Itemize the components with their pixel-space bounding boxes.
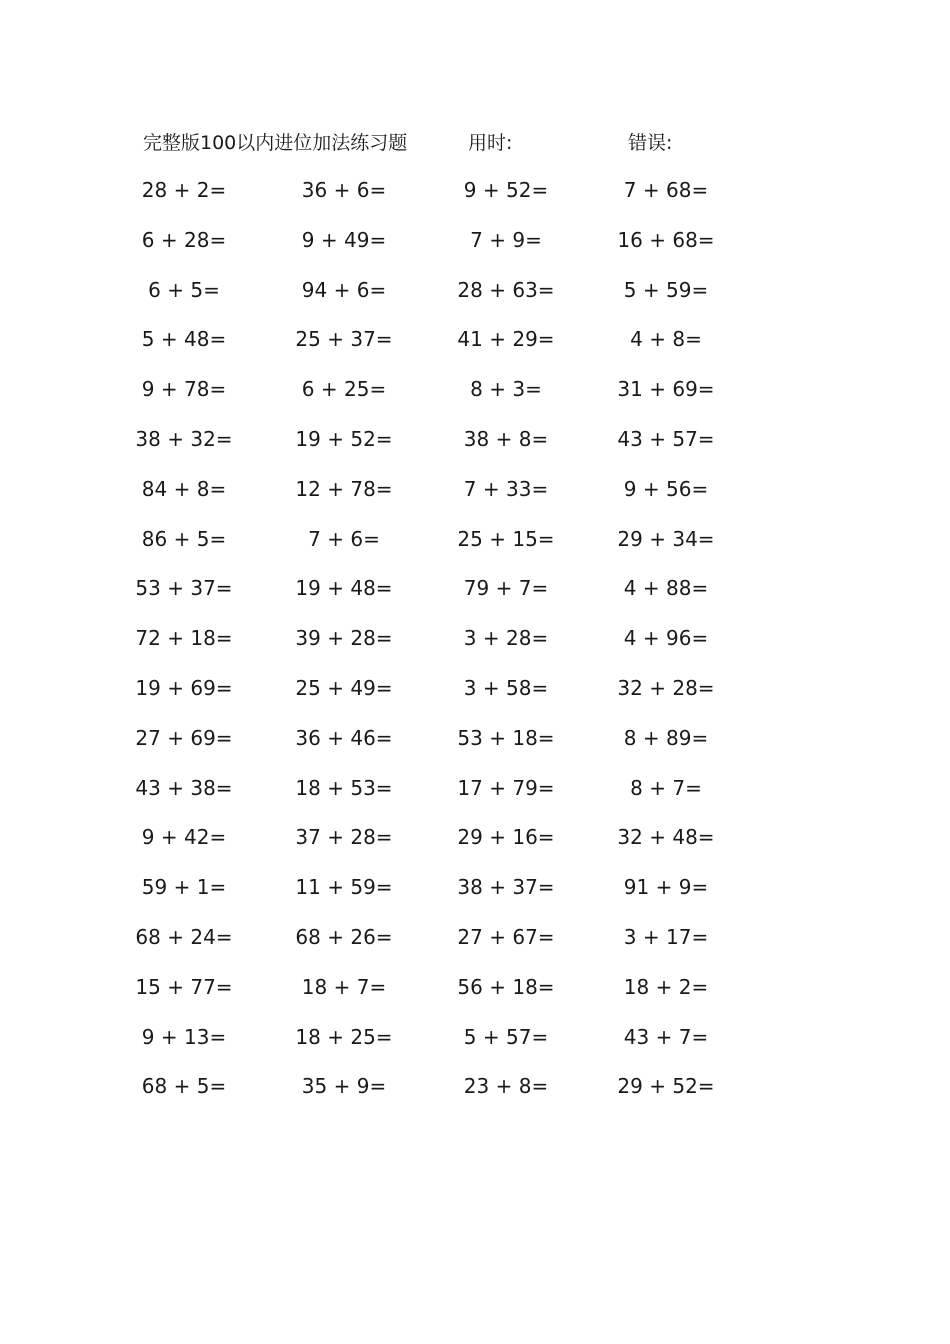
addition-problem: 7 + 6= bbox=[308, 526, 380, 551]
worksheet-header bbox=[0, 128, 950, 158]
addition-problem: 94 + 6= bbox=[301, 277, 387, 302]
addition-problem: 86 + 5= bbox=[141, 526, 227, 551]
addition-problem: 5 + 59= bbox=[623, 277, 709, 302]
addition-problem: 23 + 8= bbox=[463, 1074, 549, 1099]
addition-problem: 68 + 24= bbox=[135, 924, 233, 949]
error-label: 错误: bbox=[628, 132, 673, 154]
problem-row bbox=[0, 471, 950, 521]
problem-row bbox=[0, 371, 950, 421]
addition-problem: 25 + 15= bbox=[457, 526, 555, 551]
problem-row bbox=[0, 969, 950, 1019]
addition-problem: 18 + 53= bbox=[295, 775, 393, 800]
addition-problem: 5 + 48= bbox=[141, 327, 227, 352]
addition-problem: 4 + 88= bbox=[623, 576, 709, 601]
addition-problem: 19 + 48= bbox=[295, 576, 393, 601]
addition-problem: 4 + 8= bbox=[630, 327, 702, 352]
addition-problem: 43 + 7= bbox=[623, 1024, 709, 1049]
problem-row bbox=[0, 770, 950, 820]
addition-problem: 7 + 33= bbox=[463, 476, 549, 501]
addition-problem: 36 + 46= bbox=[295, 725, 393, 750]
addition-problem: 37 + 28= bbox=[295, 825, 393, 850]
addition-problem: 16 + 68= bbox=[617, 227, 715, 252]
problem-row bbox=[0, 919, 950, 969]
addition-problem: 68 + 26= bbox=[295, 924, 393, 949]
addition-problem: 27 + 69= bbox=[135, 725, 233, 750]
addition-problem: 56 + 18= bbox=[457, 974, 555, 999]
addition-problem: 28 + 2= bbox=[141, 178, 227, 202]
addition-problem: 79 + 7= bbox=[463, 576, 549, 601]
addition-problem: 91 + 9= bbox=[623, 875, 709, 900]
addition-problem: 68 + 5= bbox=[141, 1074, 227, 1099]
problem-row bbox=[0, 670, 950, 720]
addition-problem: 31 + 69= bbox=[617, 377, 715, 402]
addition-problem: 9 + 13= bbox=[141, 1024, 227, 1049]
addition-problem: 11 + 59= bbox=[295, 875, 393, 900]
addition-problem: 7 + 68= bbox=[623, 178, 709, 202]
addition-problem: 9 + 49= bbox=[301, 227, 387, 252]
addition-problem: 38 + 32= bbox=[135, 426, 233, 451]
addition-problem: 72 + 18= bbox=[135, 626, 233, 651]
problem-row bbox=[0, 521, 950, 571]
problem-grid bbox=[0, 172, 950, 1118]
addition-problem: 18 + 2= bbox=[623, 974, 709, 999]
addition-problem: 39 + 28= bbox=[295, 626, 393, 651]
addition-problem: 41 + 29= bbox=[457, 327, 555, 352]
addition-problem: 5 + 57= bbox=[463, 1024, 549, 1049]
addition-problem: 25 + 49= bbox=[295, 675, 393, 700]
addition-problem: 17 + 79= bbox=[457, 775, 555, 800]
addition-problem: 9 + 56= bbox=[623, 476, 709, 501]
addition-problem: 9 + 42= bbox=[141, 825, 227, 850]
time-label: 用时: bbox=[468, 132, 513, 154]
addition-problem: 6 + 5= bbox=[148, 277, 220, 302]
addition-problem: 18 + 25= bbox=[295, 1024, 393, 1049]
addition-problem: 27 + 67= bbox=[457, 924, 555, 949]
addition-problem: 29 + 34= bbox=[617, 526, 715, 551]
addition-problem: 3 + 17= bbox=[623, 924, 709, 949]
problem-row bbox=[0, 1068, 950, 1118]
problem-row bbox=[0, 570, 950, 620]
addition-problem: 8 + 3= bbox=[470, 377, 542, 402]
addition-problem: 9 + 52= bbox=[463, 178, 549, 202]
addition-problem: 4 + 96= bbox=[623, 626, 709, 651]
addition-problem: 3 + 58= bbox=[463, 675, 549, 700]
problem-row bbox=[0, 869, 950, 919]
addition-problem: 59 + 1= bbox=[141, 875, 227, 900]
worksheet-title: 完整版100以内进位加法练习题 bbox=[143, 132, 408, 154]
addition-problem: 9 + 78= bbox=[141, 377, 227, 402]
addition-problem: 29 + 16= bbox=[457, 825, 555, 850]
problem-row bbox=[0, 272, 950, 322]
addition-problem: 8 + 7= bbox=[630, 775, 702, 800]
addition-problem: 43 + 38= bbox=[135, 775, 233, 800]
problem-row bbox=[0, 720, 950, 770]
addition-problem: 53 + 18= bbox=[457, 725, 555, 750]
problem-row bbox=[0, 421, 950, 471]
addition-problem: 43 + 57= bbox=[617, 426, 715, 451]
problem-row bbox=[0, 620, 950, 670]
addition-problem: 19 + 69= bbox=[135, 675, 233, 700]
addition-problem: 38 + 37= bbox=[457, 875, 555, 900]
addition-problem: 15 + 77= bbox=[135, 974, 233, 999]
addition-problem: 7 + 9= bbox=[470, 227, 542, 252]
addition-problem: 32 + 48= bbox=[617, 825, 715, 850]
problem-row bbox=[0, 222, 950, 272]
addition-problem: 6 + 28= bbox=[141, 227, 227, 252]
addition-problem: 36 + 6= bbox=[301, 178, 387, 202]
addition-problem: 3 + 28= bbox=[463, 626, 549, 651]
addition-problem: 8 + 89= bbox=[623, 725, 709, 750]
addition-problem: 29 + 52= bbox=[617, 1074, 715, 1099]
problem-row bbox=[0, 172, 950, 222]
addition-problem: 25 + 37= bbox=[295, 327, 393, 352]
addition-problem: 84 + 8= bbox=[141, 476, 227, 501]
problem-row bbox=[0, 321, 950, 371]
problem-row bbox=[0, 1019, 950, 1069]
addition-problem: 28 + 63= bbox=[457, 277, 555, 302]
addition-problem: 6 + 25= bbox=[301, 377, 387, 402]
addition-problem: 19 + 52= bbox=[295, 426, 393, 451]
addition-problem: 38 + 8= bbox=[463, 426, 549, 451]
addition-problem: 12 + 78= bbox=[295, 476, 393, 501]
addition-problem: 32 + 28= bbox=[617, 675, 715, 700]
problem-row bbox=[0, 819, 950, 869]
addition-problem: 35 + 9= bbox=[301, 1074, 387, 1099]
addition-problem: 53 + 37= bbox=[135, 576, 233, 601]
addition-problem: 18 + 7= bbox=[301, 974, 387, 999]
